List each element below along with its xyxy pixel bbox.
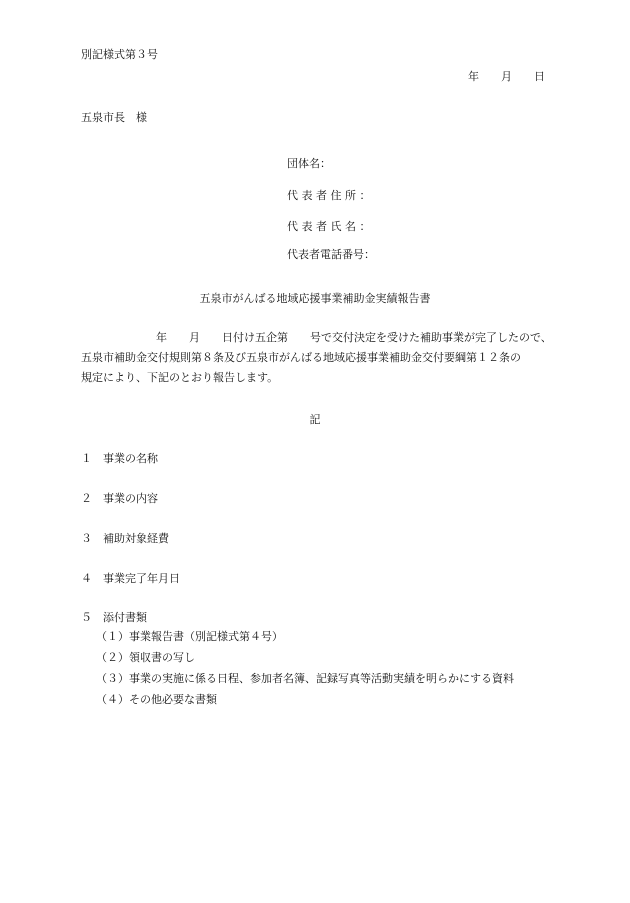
applicant-address-label: 代 表 者 住 所 ： <box>287 189 371 202</box>
item-number: ４ <box>81 572 92 585</box>
body-year-label: 年 <box>156 331 167 344</box>
item-label: 添付書類 <box>103 611 147 624</box>
ki-heading: 記 <box>309 413 321 426</box>
date-day-label: 日 <box>534 70 545 83</box>
attachment-item: （１）事業報告書（別記様式第４号） <box>96 630 283 643</box>
item-number: １ <box>81 452 92 465</box>
item-label: 補助対象経費 <box>103 532 169 545</box>
applicant-org-label: 団体名： <box>287 157 331 170</box>
list-item <box>81 492 158 505</box>
applicant-address-row <box>287 189 370 202</box>
item-label: 事業の内容 <box>103 492 158 505</box>
applicant-phone-row <box>287 248 375 261</box>
list-item <box>81 452 158 465</box>
item-number: ３ <box>81 532 92 545</box>
body-month-label: 月 <box>189 331 200 344</box>
date-year-label: 年 <box>468 70 479 83</box>
body-line-2: 五泉市補助金交付規則第８条及び五泉市がんばる地域応援事業補助金交付要綱第１２条の <box>81 351 521 364</box>
item-number: ５ <box>81 611 92 624</box>
item-label: 事業の名称 <box>103 452 158 465</box>
document-title: 五泉市がんばる地域応援事業補助金実績報告書 <box>199 292 431 305</box>
applicant-org-row <box>287 157 331 170</box>
attachment-item: （２）領収書の写し <box>96 651 195 664</box>
attachment-item: （４）その他必要な書類 <box>96 693 217 706</box>
attachment-list <box>96 630 514 714</box>
date-line <box>468 70 545 83</box>
date-month-label: 月 <box>501 70 512 83</box>
body-notice-prefix: 日付け五企第 <box>222 331 288 344</box>
applicant-name-label: 代 表 者 氏 名 ： <box>287 220 371 233</box>
attachment-item: （３）事業の実施に係る日程、参加者名簿、記録写真等活動実績を明らかにする資料 <box>96 672 514 685</box>
list-item <box>81 532 169 545</box>
applicant-name-row <box>287 220 370 233</box>
applicant-phone-label: 代表者電話番号： <box>287 248 375 261</box>
item-number: ２ <box>81 492 92 505</box>
body-line-3: 規定により、下記のとおり報告します。 <box>81 371 279 384</box>
addressee: 五泉市長 様 <box>81 111 147 124</box>
body-notice-suffix: 号で交付決定を受けた補助事業が完了したので、 <box>310 331 552 344</box>
body-text <box>81 331 552 391</box>
list-item <box>81 611 147 624</box>
form-number: 別記様式第３号 <box>81 48 158 61</box>
item-label: 事業完了年月日 <box>103 572 180 585</box>
body-line-1 <box>81 331 552 351</box>
list-item <box>81 572 180 585</box>
